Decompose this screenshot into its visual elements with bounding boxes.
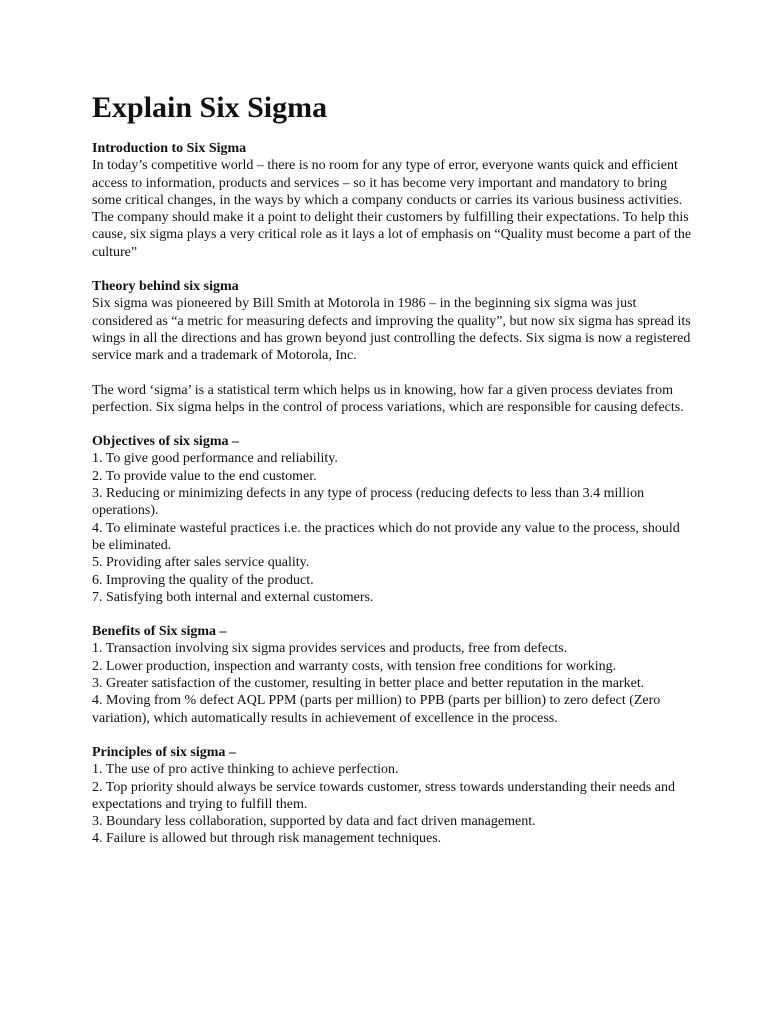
section-theory	[92, 278, 692, 416]
list-item: 3. Greater satisfaction of the customer, resulting in better place and better reputation in the market.	[92, 676, 645, 692]
list-item: 2. Lower production, inspection and warranty costs, with tension free conditions for working.	[92, 658, 617, 674]
list-item: 4. Moving from % defect AQL PPM (parts per million) to PPB (parts per billion) to zero defect (Zero variation), which automatically results in achievement of excellence in the process.	[92, 693, 661, 726]
section-heading-theory: Theory behind six sigma	[92, 279, 239, 295]
list-item: 5. Providing after sales service quality.	[92, 555, 310, 571]
list-item: 1. Transaction involving six sigma provides services and products, free from defects.	[92, 641, 568, 657]
list-item: 2. To provide value to the end customer.	[92, 468, 317, 484]
section-heading-objectives: Objectives of six sigma –	[92, 434, 239, 450]
principles-list	[92, 761, 692, 847]
objectives-list	[92, 450, 692, 606]
list-item: 1. To give good performance and reliability.	[92, 451, 338, 467]
section-heading-introduction: Introduction to Six Sigma	[92, 141, 247, 156]
list-item: 7. Satisfying both internal and external customers.	[92, 589, 374, 605]
list-item: 1. The use of pro active thinking to achieve perfection.	[92, 762, 399, 778]
section-heading-principles: Principles of six sigma –	[92, 744, 236, 760]
theory-paragraph: Six sigma was pioneered by Bill Smith at Motorola in 1986 – in the beginning six sigma was just considered as “a metric for measuring defects and improving the quality”, but now six sigma has spread its wings in all the directions and has grown beyond just controlling the defects. Six sigma is now a registered service mark and a trademark of Motorola, Inc.	[92, 296, 691, 364]
section-introduction	[92, 140, 692, 261]
section-benefits	[92, 623, 692, 727]
list-item: 3. Reducing or minimizing defects in any type of process (reducing defects to less than 3.4 million operations).	[92, 486, 645, 519]
intro-paragraph: In today’s competitive world – there is no room for any type of error, everyone wants quick and efficient access to information, products and services – so it has become very important and mandatory to bring some critical changes, in the ways by which a company conducts or carries its various business activities. The company should make it a point to delight their customers by fulfilling their expectations. To help this cause, six sigma plays a very critical role as it lays a lot of emphasis on “Quality must become a part of the culture”	[92, 158, 692, 260]
section-heading-benefits: Benefits of Six sigma –	[92, 624, 227, 640]
document-page	[92, 90, 692, 865]
list-item: 3. Boundary less collaboration, supported by data and fact driven management.	[92, 814, 536, 830]
section-objectives	[92, 433, 692, 606]
list-item: 4. To eliminate wasteful practices i.e. the practices which do not provide any value to the process, should be eliminated.	[92, 520, 680, 553]
page-title: Explain Six Sigma	[92, 91, 328, 124]
section-principles	[92, 744, 692, 848]
benefits-list	[92, 640, 692, 726]
theory-paragraph: The word ‘sigma’ is a statistical term which helps us in knowing, how far a given process deviates from perfection. Six sigma helps in the control of process variations, which are responsible for causing defects.	[92, 382, 684, 415]
list-item: 6. Improving the quality of the product.	[92, 572, 314, 588]
list-item: 4. Failure is allowed but through risk management techniques.	[92, 831, 442, 847]
list-item: 2. Top priority should always be service towards customer, stress towards understanding their needs and expectations and trying to fulfill them.	[92, 779, 675, 812]
